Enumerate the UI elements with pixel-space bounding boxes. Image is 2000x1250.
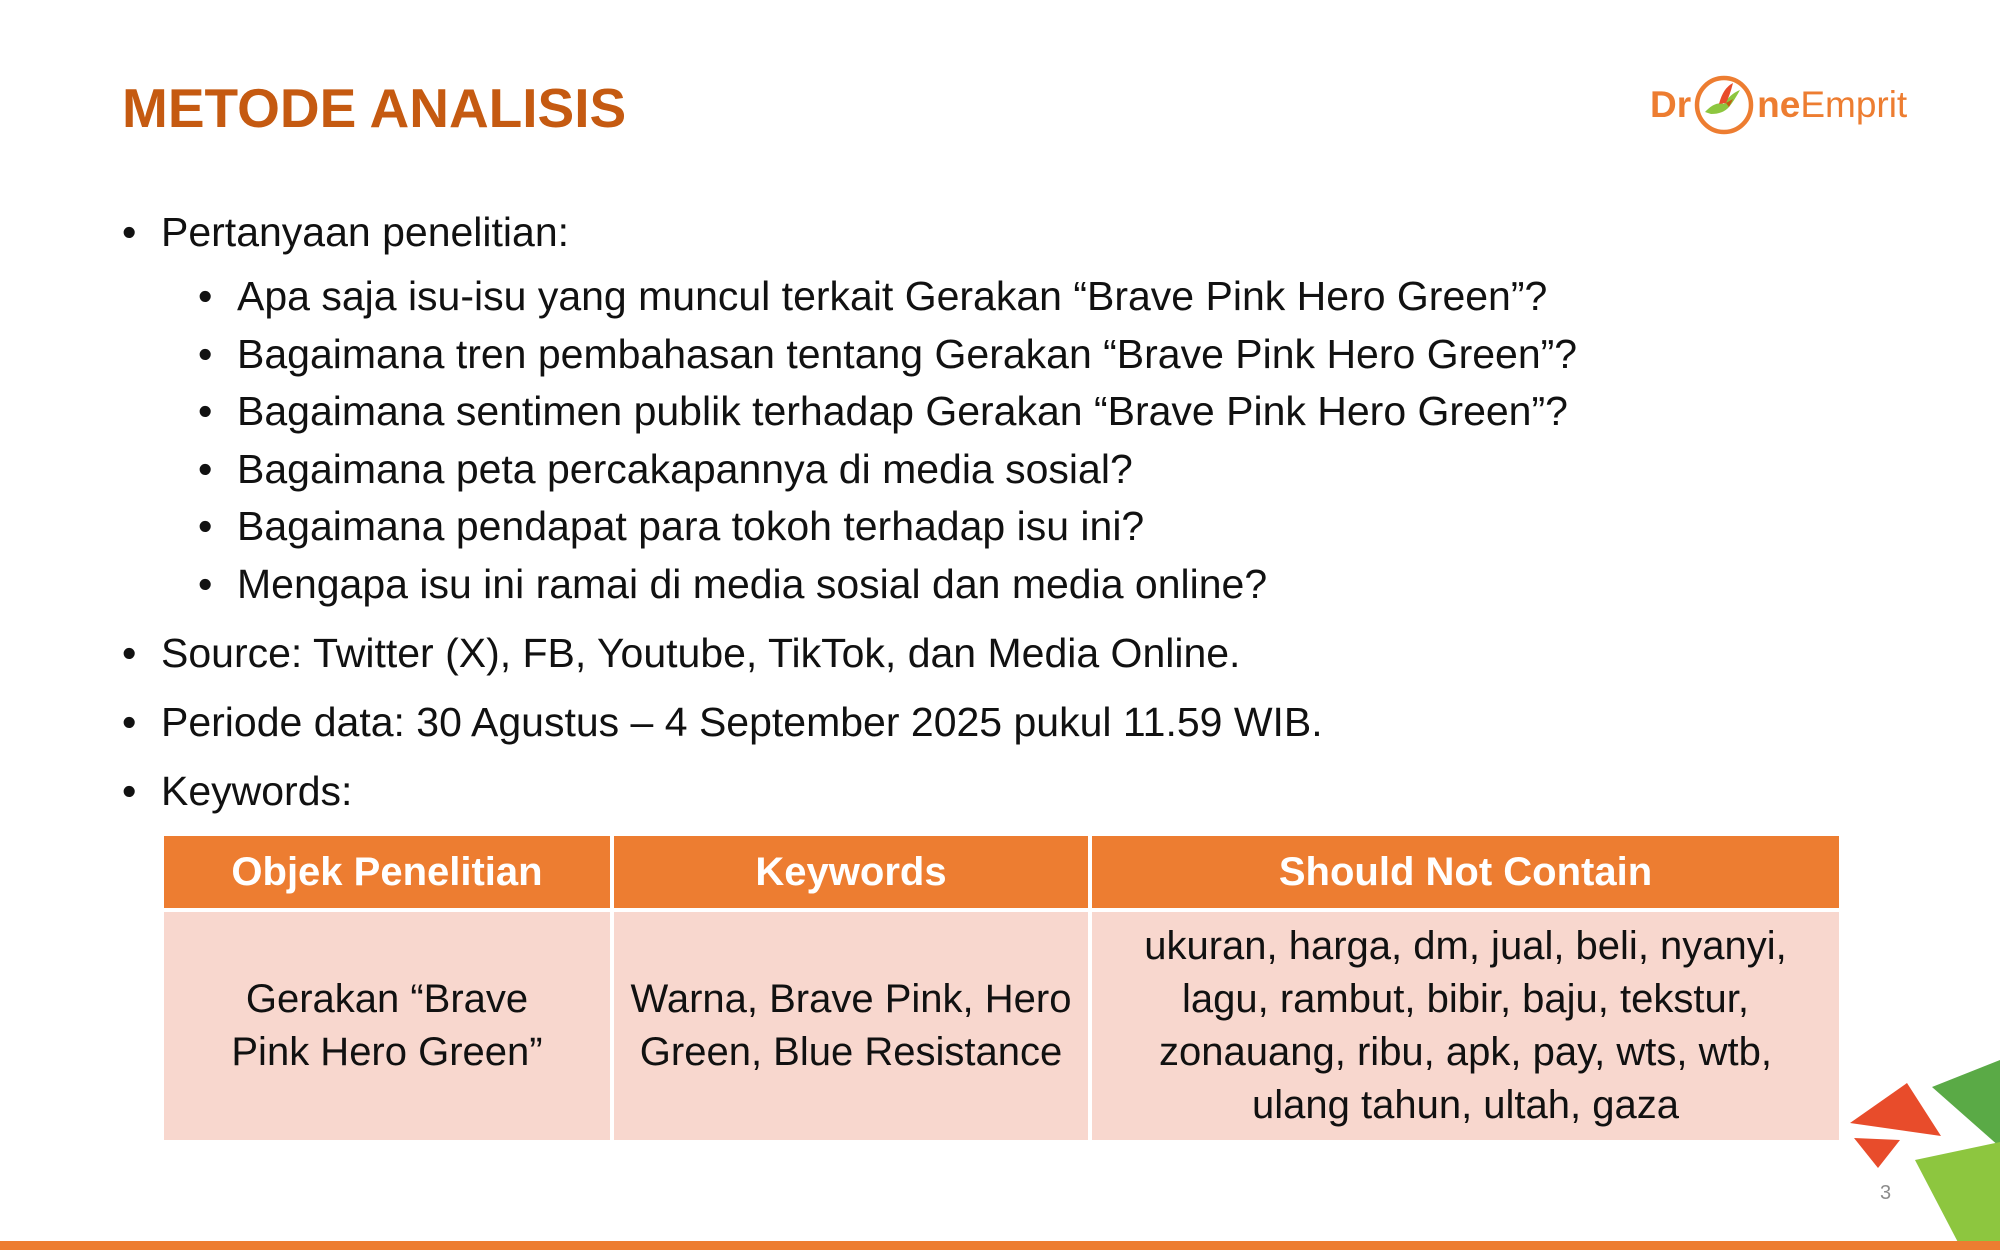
logo-text-dr: Dr: [1650, 84, 1692, 125]
bullet-period: • Periode data: 30 Agustus – 4 September 2025 pukul 11.59 WIB.: [122, 690, 1882, 754]
table-row: [162, 910, 1841, 1142]
bullet-keywords: • Keywords:: [122, 759, 1882, 823]
question-item: • Bagaimana sentimen publik terhadap Gerakan “Brave Pink Hero Green”?: [122, 383, 1882, 441]
cell-objek: Gerakan “Brave Pink Hero Green”: [162, 910, 612, 1142]
logo-text-ne: ne: [1757, 84, 1801, 125]
drone-bird-icon: [1693, 74, 1755, 136]
page-number: 3: [1880, 1182, 1892, 1204]
header-should-not-contain: Should Not Contain: [1090, 834, 1841, 910]
bullet-list: [122, 200, 1882, 827]
question-item: • Apa saja isu-isu yang muncul terkait Gerakan “Brave Pink Hero Green”?: [122, 268, 1882, 326]
keywords-table: [160, 832, 1843, 1144]
question-item: • Mengapa isu ini ramai di media sosial dan media online?: [122, 556, 1882, 614]
bottom-accent-bar: [0, 1241, 2000, 1250]
corner-decoration: [1840, 1050, 2000, 1250]
question-item: • Bagaimana pendapat para tokoh terhadap isu ini?: [122, 498, 1882, 556]
header-keywords: Keywords: [612, 834, 1090, 910]
question-item: • Bagaimana peta percakapannya di media sosial?: [122, 441, 1882, 499]
cell-should-not-contain: ukuran, harga, dm, jual, beli, nyanyi, lagu, rambut, bibir, baju, tekstur, zonauang, ribu, apk, pay, wts, wtb, ulang tahun, ultah, gaza: [1090, 910, 1841, 1142]
slide-title: METODE ANALISIS: [122, 77, 627, 139]
cell-keywords: Warna, Brave Pink, Hero Green, Blue Resistance: [612, 910, 1090, 1142]
bullet-source: • Source: Twitter (X), FB, Youtube, TikTok, dan Media Online.: [122, 621, 1882, 685]
research-question-list: [122, 268, 1882, 613]
logo: [1650, 70, 1907, 140]
header-objek: Objek Penelitian: [162, 834, 612, 910]
bullet-research-questions: • Pertanyaan penelitian:: [122, 200, 1882, 264]
question-item: • Bagaimana tren pembahasan tentang Gerakan “Brave Pink Hero Green”?: [122, 326, 1882, 384]
table-header-row: [162, 834, 1841, 910]
logo-text-emprit: Emprit: [1800, 84, 1908, 125]
